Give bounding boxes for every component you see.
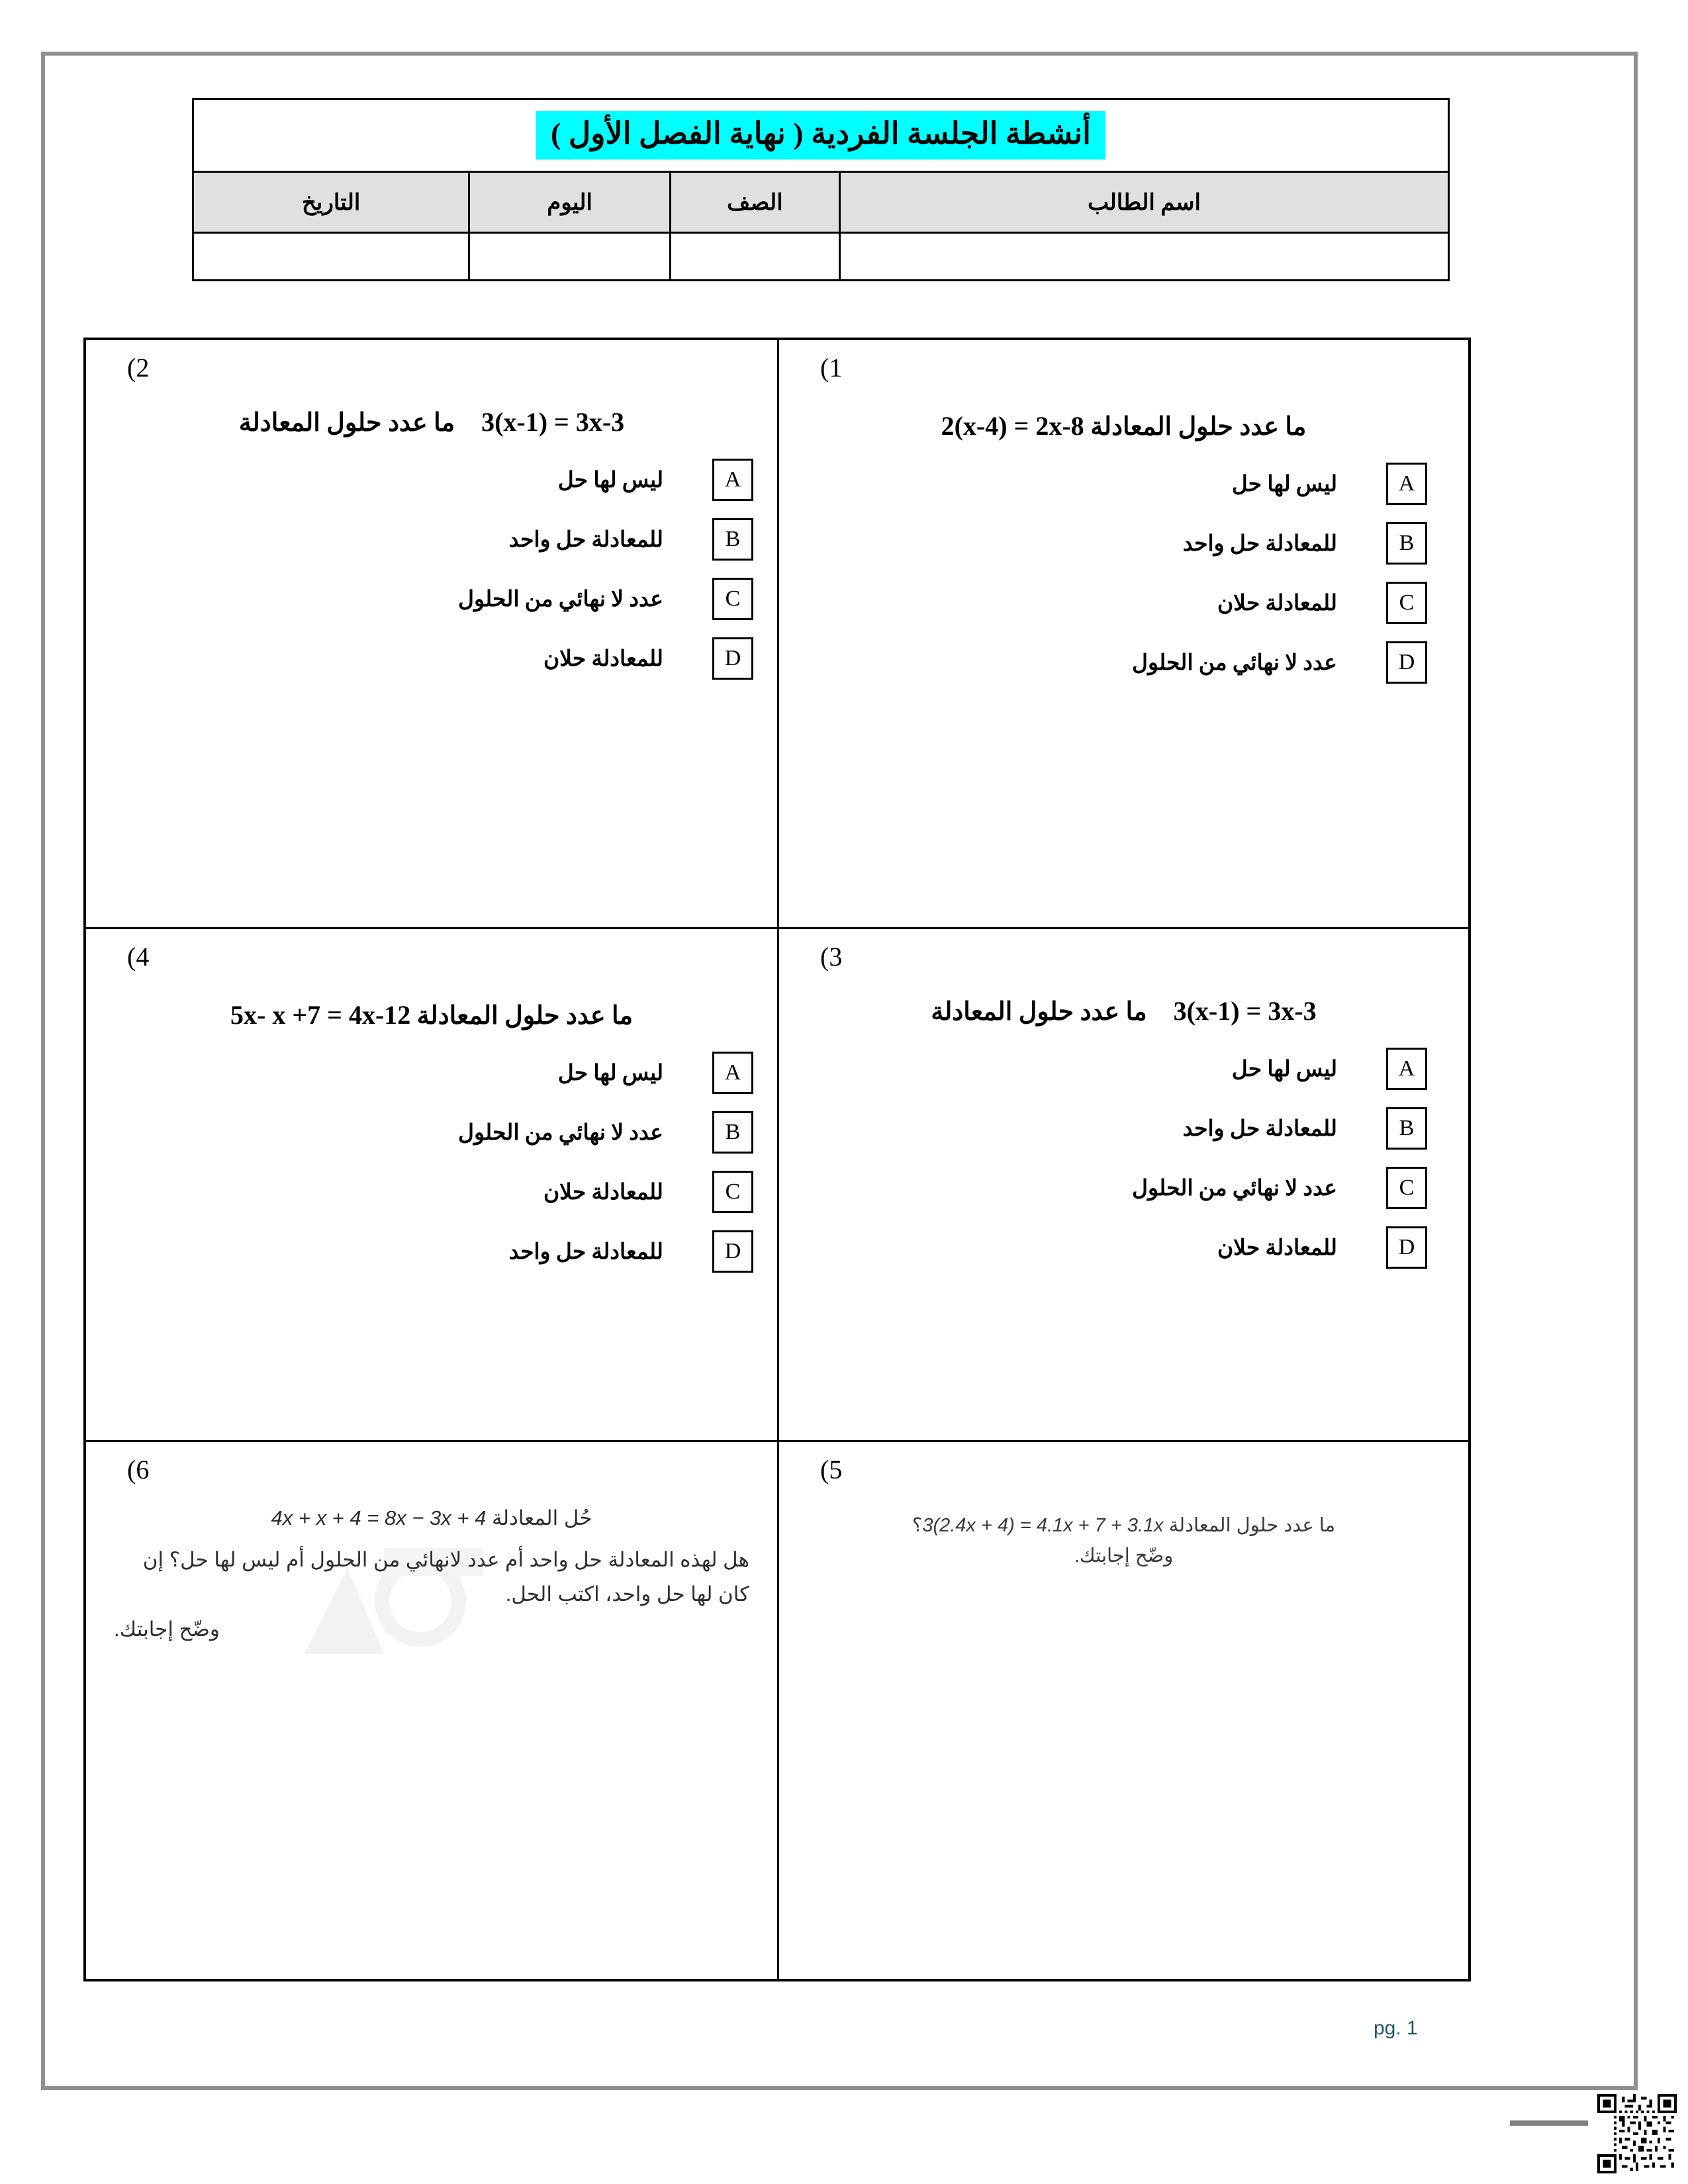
option-label: عدد لا نهائي من الحلول (458, 588, 663, 612)
option-row[interactable] (103, 1111, 753, 1154)
answer-space-6[interactable] (103, 1647, 760, 1886)
option-letter-box[interactable]: A (1386, 463, 1427, 505)
option-label: ليس لها حل (557, 1062, 663, 1086)
option-row[interactable] (103, 578, 753, 620)
question-equation-6: 4x + x + 4 = 8x − 3x + 4 (271, 1506, 487, 1529)
question-stem-6 (103, 1501, 760, 1647)
option-row[interactable] (796, 582, 1427, 624)
option-letter-box[interactable]: A (1386, 1048, 1427, 1090)
question-row-3 (86, 1442, 1468, 1979)
question-stem-3 (796, 992, 1451, 1030)
option-label: للمعادلة حل واحد (1182, 532, 1337, 557)
questions-grid (83, 338, 1471, 1981)
option-label: للمعادلة حلان (1217, 1236, 1337, 1261)
option-label: للمعادلة حل واحد (1182, 1117, 1337, 1142)
option-row[interactable] (796, 641, 1427, 684)
qr-code-icon (1597, 2094, 1677, 2173)
option-label: عدد لا نهائي من الحلول (458, 1121, 663, 1146)
question-cell-2 (86, 340, 777, 927)
option-row[interactable] (103, 1171, 753, 1213)
question-text-5-prefix: ما عدد حلول المعادلة (1163, 1515, 1336, 1536)
question-number-2: (2 (127, 353, 150, 383)
question-cell-1 (777, 340, 1468, 927)
question-text-5-line2: وضّح إجابتك. (1074, 1545, 1174, 1567)
question-number-3: (3 (820, 942, 843, 972)
info-table-input-row (193, 233, 1449, 281)
option-label: للمعادلة حل واحد (508, 1240, 663, 1265)
option-letter-box[interactable]: C (712, 578, 753, 620)
option-label: عدد لا نهائي من الحلول (1132, 651, 1337, 676)
question-stem-4 (103, 992, 760, 1034)
question-text-6-line3: وضّح إجابتك. (114, 1617, 220, 1641)
option-label: للمعادلة حلان (543, 647, 663, 672)
option-letter-box[interactable]: B (1386, 1107, 1427, 1150)
option-label: عدد لا نهائي من الحلول (1132, 1177, 1337, 1201)
question-text-1: ما عدد حلول المعادلة (1090, 413, 1307, 441)
option-row[interactable] (796, 463, 1427, 505)
option-row[interactable] (796, 1167, 1427, 1209)
question-text-3: ما عدد حلول المعادلة (931, 998, 1147, 1026)
option-label: للمعادلة حلان (543, 1181, 663, 1205)
question-text-6-prefix: حُل المعادلة (486, 1506, 592, 1529)
option-row[interactable] (103, 518, 753, 561)
question-text-5-suffix: ؟ (912, 1515, 923, 1536)
column-header-date: التاريخ (193, 172, 469, 233)
question-stem-5 (796, 1510, 1451, 1572)
options-list-2 (103, 459, 760, 680)
question-equation-4: 5x- x +7 = 4x-12 (230, 1000, 411, 1030)
question-cell-3 (777, 929, 1468, 1440)
date-field[interactable] (193, 233, 469, 281)
option-letter-box[interactable]: D (712, 1230, 753, 1273)
option-row[interactable] (796, 1226, 1427, 1269)
option-letter-box[interactable]: B (712, 518, 753, 561)
question-equation-2: 3(x-1) = 3x-3 (481, 407, 625, 437)
option-letter-box[interactable]: B (712, 1111, 753, 1154)
page-number-label: pg. 1 (1374, 2017, 1418, 2039)
options-list-4 (103, 1052, 760, 1273)
question-cell-4 (86, 929, 777, 1440)
column-header-day: اليوم (469, 172, 671, 233)
student-name-field[interactable] (839, 233, 1448, 281)
question-equation-3: 3(x-1) = 3x-3 (1173, 996, 1317, 1026)
column-header-class: الصف (670, 172, 839, 233)
page-title: أنشطة الجلسة الفردية ( نهاية الفصل الأول ) (536, 111, 1105, 159)
option-letter-box[interactable]: A (712, 459, 753, 501)
option-row[interactable] (796, 1048, 1427, 1090)
option-row[interactable] (796, 522, 1427, 565)
option-row[interactable] (796, 1107, 1427, 1150)
options-list-1 (796, 463, 1451, 684)
option-label: للمعادلة حلان (1217, 592, 1337, 616)
question-text-6-line2: هل لهذه المعادلة حل واحد أم عدد لانهائي من الحلول أم ليس لها حل؟ إن كان لها حل واحد، اكتب الحل. (142, 1547, 749, 1606)
option-row[interactable] (103, 459, 753, 501)
option-letter-box[interactable]: C (712, 1171, 753, 1213)
class-field[interactable] (670, 233, 839, 281)
option-letter-box[interactable]: D (712, 637, 753, 680)
info-table-header-row (193, 172, 1449, 233)
option-label: للمعادلة حل واحد (508, 528, 663, 553)
column-header-student-name: اسم الطالب (839, 172, 1448, 233)
option-row[interactable] (103, 637, 753, 680)
question-text-4: ما عدد حلول المعادلة (416, 1002, 633, 1030)
worksheet-header (192, 98, 1450, 281)
question-stem-2 (103, 403, 760, 441)
question-row-2 (86, 929, 1468, 1442)
student-info-table (192, 171, 1450, 281)
question-number-1: (1 (820, 353, 843, 383)
option-letter-box[interactable]: D (1386, 1226, 1427, 1269)
option-letter-box[interactable]: B (1386, 522, 1427, 565)
option-letter-box[interactable]: C (1386, 1167, 1427, 1209)
question-number-5: (5 (820, 1455, 843, 1484)
option-row[interactable] (103, 1230, 753, 1273)
options-list-3 (796, 1048, 1451, 1269)
question-row-1 (86, 340, 1468, 929)
footer-divider-rule (1510, 2120, 1588, 2126)
option-letter-box[interactable]: C (1386, 582, 1427, 624)
question-cell-5 (777, 1442, 1468, 1979)
title-row (192, 98, 1450, 171)
question-number-4: (4 (127, 942, 150, 972)
question-cell-6 (86, 1442, 777, 1979)
question-equation-5: 3(2.4x + 4) = 4.1x + 7 + 3.1x (922, 1515, 1164, 1536)
option-row[interactable] (103, 1052, 753, 1094)
option-label: ليس لها حل (557, 469, 663, 493)
day-field[interactable] (469, 233, 671, 281)
question-text-2: ما عدد حلول المعادلة (238, 409, 455, 437)
option-label: ليس لها حل (1231, 473, 1337, 497)
option-letter-box[interactable]: D (1386, 641, 1427, 684)
option-label: ليس لها حل (1231, 1058, 1337, 1082)
question-number-6: (6 (127, 1455, 150, 1484)
question-stem-1 (796, 403, 1451, 445)
question-equation-1: 2(x-4) = 2x-8 (941, 411, 1084, 441)
answer-space-5[interactable] (796, 1572, 1451, 1850)
option-letter-box[interactable]: A (712, 1052, 753, 1094)
